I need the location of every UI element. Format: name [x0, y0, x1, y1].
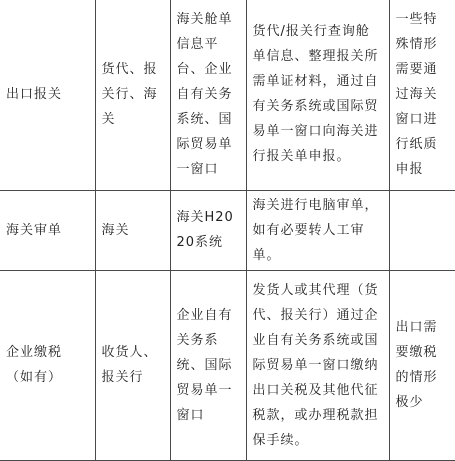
note-cell: 出口需要缴税的情形极少: [389, 270, 455, 460]
actor-cell: 海关: [95, 190, 170, 270]
stage-cell: 出口报关: [0, 0, 95, 190]
content-cell: 货代/报关行查询舱单信息、整理报关所需单证材料，通过自有关务系统或国际贸易单一窗口向海关进行报关单申报。: [246, 0, 389, 190]
table-row: [0, 0, 455, 190]
table-row: [0, 190, 455, 270]
note-cell: 一些特殊情形需要通过海关窗口进行纸质申报: [389, 0, 455, 190]
note-cell: [389, 190, 455, 270]
stage-cell: 企业缴税（如有）: [0, 270, 95, 460]
table-row: [0, 270, 455, 460]
system-cell: 企业自有关务系统、国际贸易单一窗口: [170, 270, 246, 460]
actor-cell: 收货人、报关行: [95, 270, 170, 460]
content-cell: 发货人或其代理（货代、报关行）通过企业自有关务系统或国际贸易单一窗口缴纳出口关税及其他代征税款，或办理税款担保手续。: [246, 270, 389, 460]
system-cell: 海关舱单信息平台、企业自有关务系统、国际贸易单一窗口: [170, 0, 246, 190]
system-cell: 海关H2020系统: [170, 190, 246, 270]
content-cell: 海关进行电脑审单，如有必要转人工审单。: [246, 190, 389, 270]
stage-cell: 海关审单: [0, 190, 95, 270]
actor-cell: 货代、报关行、海关: [95, 0, 170, 190]
